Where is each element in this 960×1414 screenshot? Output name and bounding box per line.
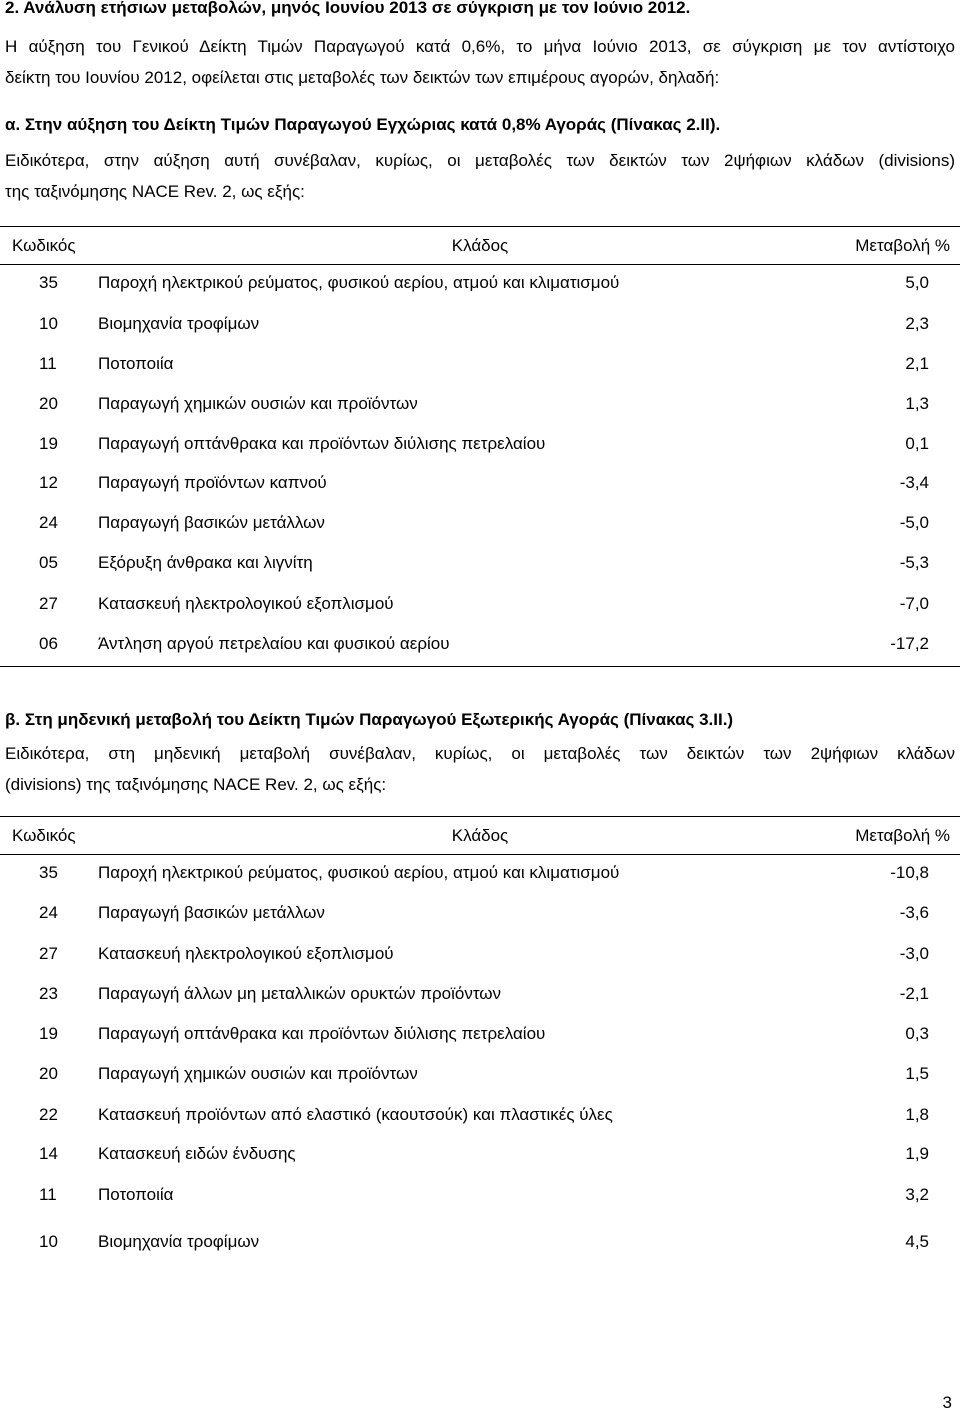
row-branch: Ποτοποιία [98, 354, 174, 373]
row-change: 0,3 [905, 1024, 929, 1043]
row-change: -5,0 [899, 513, 929, 532]
page-number: 3 [942, 1393, 952, 1412]
row-branch: Κατασκευή ηλεκτρολογικού εξοπλισμού [98, 594, 394, 613]
row-code: 27 [39, 944, 58, 963]
row-code: 19 [39, 434, 58, 453]
table-body [0, 855, 960, 1300]
row-branch: Παραγωγή προϊόντων καπνού [98, 473, 327, 492]
row-change: -10,8 [890, 863, 929, 882]
row-branch: Παραγωγή χημικών ουσιών και προϊόντων [98, 1064, 418, 1083]
table-row [0, 548, 960, 578]
intro-line-2: δείκτη του Ιουνίου 2012, οφείλεται στις μεταβολές των δεικτών των επιμέρους αγορών, δηλαδή: [5, 68, 720, 87]
row-change: 5,0 [905, 273, 929, 292]
row-change: -17,2 [890, 634, 929, 653]
section-a-table [0, 226, 960, 667]
row-change: 2,3 [905, 314, 929, 333]
row-branch: Παραγωγή βασικών μετάλλων [98, 513, 325, 532]
table-row [0, 268, 960, 298]
row-branch: Παραγωγή χημικών ουσιών και προϊόντων [98, 394, 418, 413]
row-branch: Κατασκευή ηλεκτρολογικού εξοπλισμού [98, 944, 394, 963]
row-branch: Ποτοποιία [98, 1185, 174, 1204]
row-change: -2,1 [899, 984, 929, 1003]
row-code: 10 [39, 1232, 58, 1251]
section-b-line-1: Ειδικότερα, στη μηδενική μεταβολή συνέβαλαν, κυρίως, οι μεταβολές των δεικτών των 2ψήφιων κλάδων [5, 744, 955, 763]
row-code: 22 [39, 1105, 58, 1124]
section-b-paragraph [5, 738, 955, 800]
table-row [0, 629, 960, 659]
row-change: 2,1 [905, 354, 929, 373]
intro-paragraph [5, 31, 955, 93]
row-change: -7,0 [899, 594, 929, 613]
table-row [0, 349, 960, 379]
row-branch: Παραγωγή οπτάνθρακα και προϊόντων διύλισης πετρελαίου [98, 1024, 546, 1043]
row-code: 27 [39, 594, 58, 613]
row-change: -3,6 [899, 903, 929, 922]
row-code: 14 [39, 1144, 58, 1163]
section-a-line-2: της ταξινόμησης NACE Rev. 2, ως εξής: [5, 182, 305, 201]
section-b-table [0, 816, 960, 1300]
row-change: 1,3 [905, 394, 929, 413]
table-row [0, 589, 960, 619]
row-branch: Βιομηχανία τροφίμων [98, 1232, 260, 1251]
row-branch: Παραγωγή βασικών μετάλλων [98, 903, 325, 922]
table-row [0, 939, 960, 969]
row-branch: Παροχή ηλεκτρικού ρεύματος, φυσικού αερίου, ατμού και κλιματισμού [98, 273, 620, 292]
table-row [0, 1019, 960, 1049]
table-row [0, 309, 960, 339]
section-b-title: β. Στη μηδενική μεταβολή του Δείκτη Τιμών Παραγωγού Εξωτερικής Αγοράς (Πίνακας 3.ΙΙ.) [5, 710, 734, 729]
table-row [0, 898, 960, 928]
table-header [0, 816, 960, 855]
row-code: 19 [39, 1024, 58, 1043]
section-a-paragraph [5, 145, 955, 207]
table-row [0, 1139, 960, 1169]
row-code: 20 [39, 394, 58, 413]
row-branch: Παροχή ηλεκτρικού ρεύματος, φυσικού αερίου, ατμού και κλιματισμού [98, 863, 620, 882]
row-change: -5,3 [899, 553, 929, 572]
table-row [0, 979, 960, 1009]
column-header-code: Κωδικός [12, 236, 76, 255]
row-branch: Κατασκευή ειδών ένδυσης [98, 1144, 296, 1163]
table-body [0, 265, 960, 667]
row-code: 35 [39, 863, 58, 882]
row-code: 12 [39, 473, 58, 492]
row-code: 24 [39, 903, 58, 922]
column-header-branch: Κλάδος [451, 236, 509, 255]
row-code: 23 [39, 984, 58, 1003]
row-code: 05 [39, 553, 58, 572]
table-row [0, 858, 960, 888]
table-row [0, 1059, 960, 1089]
table-row [0, 389, 960, 419]
row-code: 10 [39, 314, 58, 333]
row-branch: Κατασκευή προϊόντων από ελαστικό (καουτσούκ) και πλαστικές ύλες [98, 1105, 613, 1124]
row-change: 1,5 [905, 1064, 929, 1083]
column-header-code: Κωδικός [12, 826, 76, 845]
table-row [0, 1227, 960, 1257]
table-row [0, 1100, 960, 1130]
section-heading: 2. Ανάλυση ετήσιων μεταβολών, μηνός Ιουνίου 2013 σε σύγκριση με τον Ιούνιο 2012. [5, 0, 691, 17]
row-branch: Παραγωγή άλλων μη μεταλλικών ορυκτών προϊόντων [98, 984, 502, 1003]
table-row [0, 429, 960, 459]
row-change: 4,5 [905, 1232, 929, 1251]
section-b-line-2: (divisions) της ταξινόμησης NACE Rev. 2, ως εξής: [5, 775, 387, 794]
row-code: 06 [39, 634, 58, 653]
table-row [0, 1180, 960, 1210]
row-change: 3,2 [905, 1185, 929, 1204]
column-header-branch: Κλάδος [451, 826, 509, 845]
intro-line-1: Η αύξηση του Γενικού Δείκτη Τιμών Παραγωγού κατά 0,6%, το μήνα Ιούνιο 2013, σε σύγκριση με τον αντίστοιχο [5, 37, 955, 56]
table-header [0, 226, 960, 265]
row-branch: Άντληση αργού πετρελαίου και φυσικού αερίου [98, 634, 450, 653]
row-code: 11 [39, 354, 57, 373]
row-branch: Βιομηχανία τροφίμων [98, 314, 260, 333]
row-change: -3,0 [899, 944, 929, 963]
section-a-title: α. Στην αύξηση του Δείκτη Τιμών Παραγωγού Εγχώριας κατά 0,8% Αγοράς (Πίνακας 2.ΙΙ). [5, 115, 721, 134]
table-row [0, 468, 960, 498]
row-branch: Παραγωγή οπτάνθρακα και προϊόντων διύλισης πετρελαίου [98, 434, 546, 453]
row-change: 1,8 [905, 1105, 929, 1124]
section-a-line-1: Ειδικότερα, στην αύξηση αυτή συνέβαλαν, κυρίως, οι μεταβολές των δεικτών των 2ψήφιων κλάδων (divisions) [5, 151, 955, 170]
row-code: 24 [39, 513, 58, 532]
table-row [0, 508, 960, 538]
row-change: 0,1 [905, 434, 929, 453]
column-header-change: Μεταβολή % [855, 236, 950, 255]
column-header-change: Μεταβολή % [855, 826, 950, 845]
row-branch: Εξόρυξη άνθρακα και λιγνίτη [98, 553, 313, 572]
row-code: 35 [39, 273, 58, 292]
row-code: 11 [39, 1185, 57, 1204]
row-code: 20 [39, 1064, 58, 1083]
row-change: 1,9 [905, 1144, 929, 1163]
row-change: -3,4 [899, 473, 929, 492]
